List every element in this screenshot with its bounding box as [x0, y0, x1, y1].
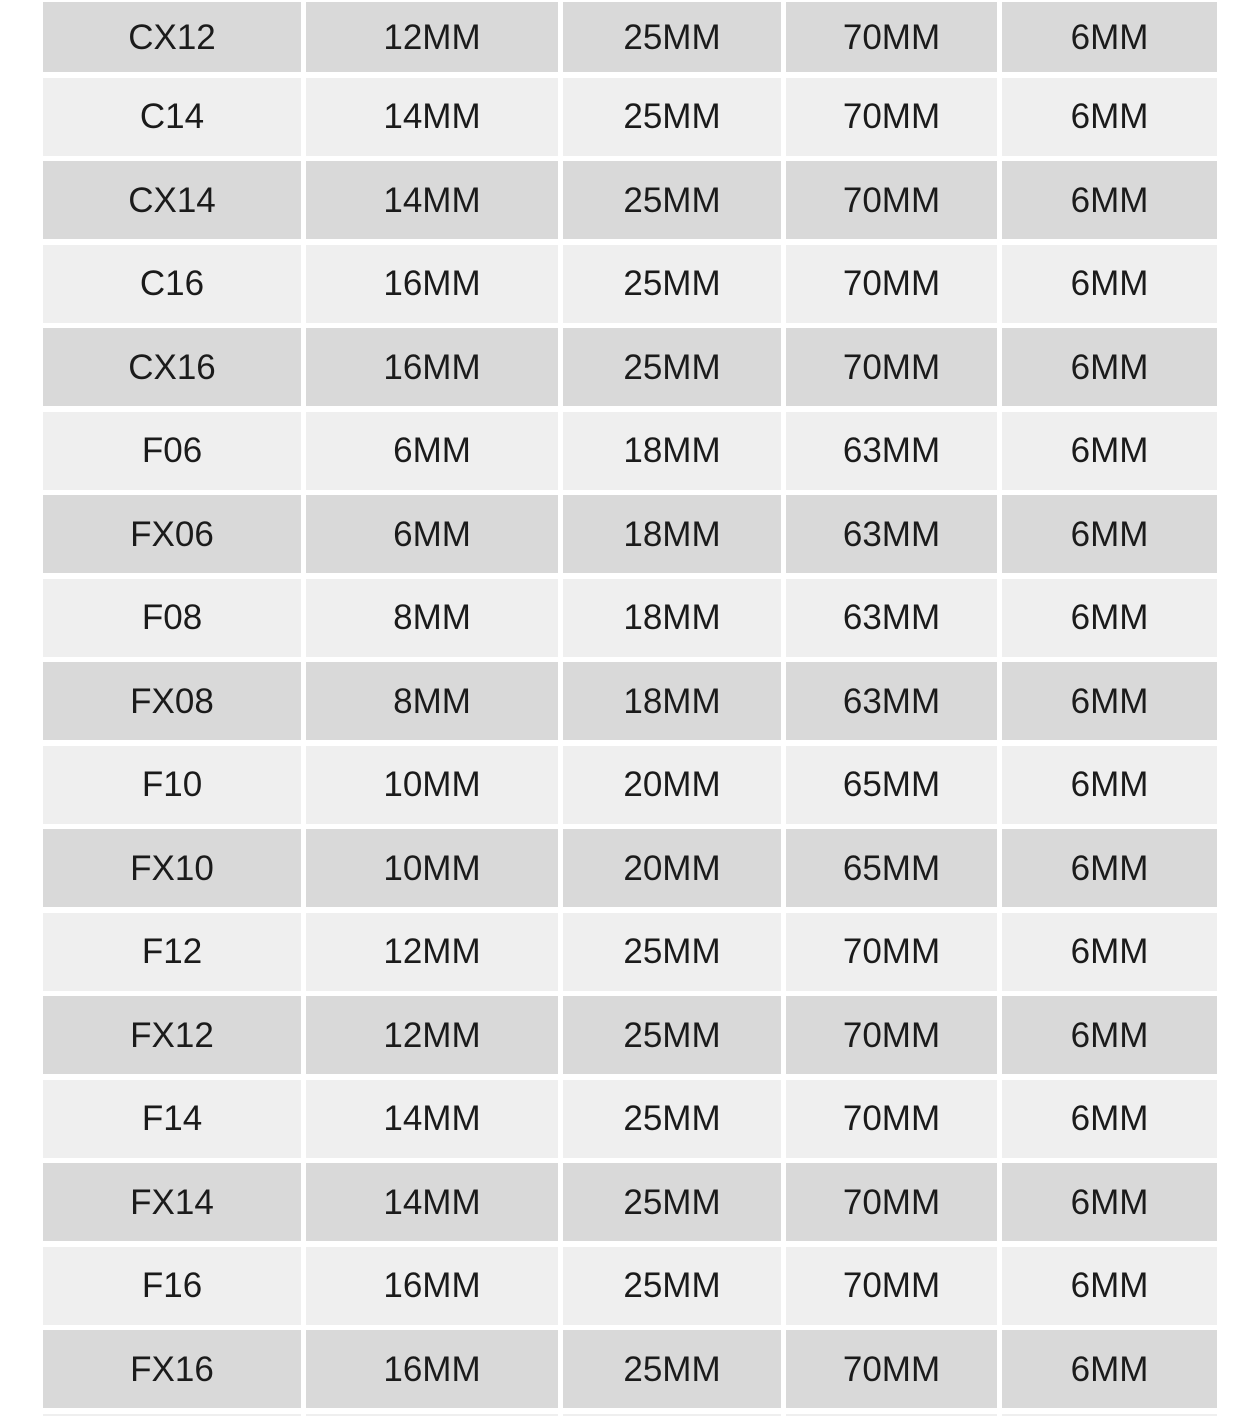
model-cell: F10 — [43, 746, 301, 824]
dimension-cell: 25MM — [563, 245, 781, 323]
model-cell: F14 — [43, 1080, 301, 1158]
dimension-cell: 70MM — [786, 161, 997, 239]
dimension-cell: 25MM — [563, 328, 781, 406]
dimension-cell: 12MM — [306, 2, 558, 72]
dimension-cell: 63MM — [786, 662, 997, 740]
dimension-cell: 70MM — [786, 2, 997, 72]
dimension-cell: 25MM — [563, 996, 781, 1074]
model-cell: C16 — [43, 245, 301, 323]
dimension-cell: 70MM — [786, 913, 997, 991]
model-cell: FX06 — [43, 495, 301, 573]
dimension-cell: 25MM — [563, 1247, 781, 1325]
model-cell: FX08 — [43, 662, 301, 740]
dimension-cell: 25MM — [563, 1163, 781, 1241]
model-cell: CX14 — [43, 161, 301, 239]
dimension-cell: 14MM — [306, 1163, 558, 1241]
dimension-cell: 6MM — [1002, 1163, 1217, 1241]
dimension-cell: 16MM — [306, 245, 558, 323]
dimension-cell: 12MM — [306, 996, 558, 1074]
dimension-cell: 70MM — [786, 78, 997, 156]
dimension-cell: 70MM — [786, 1330, 997, 1408]
dimension-cell: 14MM — [306, 161, 558, 239]
dimension-cell: 14MM — [306, 1080, 558, 1158]
model-cell: FX12 — [43, 996, 301, 1074]
dimension-cell: 63MM — [786, 579, 997, 657]
dimension-cell: 6MM — [1002, 2, 1217, 72]
dimension-cell: 20MM — [563, 746, 781, 824]
dimension-cell: 12MM — [306, 913, 558, 991]
dimension-cell: 18MM — [563, 579, 781, 657]
dimension-cell: 25MM — [563, 2, 781, 72]
dimension-cell: 16MM — [306, 1247, 558, 1325]
dimension-cell: 65MM — [786, 829, 997, 907]
dimension-cell: 8MM — [306, 662, 558, 740]
model-cell: F08 — [43, 579, 301, 657]
dimension-cell: 25MM — [563, 913, 781, 991]
model-cell: FX14 — [43, 1163, 301, 1241]
dimension-cell: 63MM — [786, 412, 997, 490]
dimension-cell: 70MM — [786, 1163, 997, 1241]
dimension-cell: 6MM — [1002, 746, 1217, 824]
dimension-cell: 70MM — [786, 1247, 997, 1325]
dimension-cell: 70MM — [786, 1080, 997, 1158]
dimension-cell: 25MM — [563, 1330, 781, 1408]
dimension-cell: 18MM — [563, 495, 781, 573]
model-cell: C14 — [43, 78, 301, 156]
dimension-cell: 6MM — [1002, 829, 1217, 907]
dimension-cell: 6MM — [306, 412, 558, 490]
dimension-cell: 6MM — [1002, 579, 1217, 657]
dimension-cell: 6MM — [1002, 78, 1217, 156]
dimension-cell: 70MM — [786, 328, 997, 406]
dimension-cell: 14MM — [306, 78, 558, 156]
dimension-cell: 6MM — [1002, 1080, 1217, 1158]
dimension-cell: 6MM — [1002, 1247, 1217, 1325]
dimension-cell: 6MM — [1002, 245, 1217, 323]
model-cell: CX16 — [43, 328, 301, 406]
dimension-cell: 6MM — [306, 495, 558, 573]
dimension-cell: 6MM — [1002, 996, 1217, 1074]
model-cell: CX12 — [43, 2, 301, 72]
dimension-cell: 25MM — [563, 161, 781, 239]
dimension-cell: 20MM — [563, 829, 781, 907]
dimension-cell: 10MM — [306, 746, 558, 824]
dimension-cell: 63MM — [786, 495, 997, 573]
dimension-cell: 10MM — [306, 829, 558, 907]
dimension-cell: 70MM — [786, 245, 997, 323]
dimension-cell: 6MM — [1002, 1330, 1217, 1408]
model-cell: F06 — [43, 412, 301, 490]
dimension-cell: 25MM — [563, 78, 781, 156]
dimension-cell: 6MM — [1002, 328, 1217, 406]
dimension-cell: 6MM — [1002, 412, 1217, 490]
spec-table — [43, 2, 1217, 1416]
dimension-cell: 65MM — [786, 746, 997, 824]
dimension-cell: 18MM — [563, 412, 781, 490]
dimension-cell: 6MM — [1002, 913, 1217, 991]
dimension-cell: 16MM — [306, 1330, 558, 1408]
dimension-cell: 6MM — [1002, 662, 1217, 740]
model-cell: F12 — [43, 913, 301, 991]
model-cell: FX10 — [43, 829, 301, 907]
dimension-cell: 16MM — [306, 328, 558, 406]
dimension-cell: 18MM — [563, 662, 781, 740]
dimension-cell: 25MM — [563, 1080, 781, 1158]
dimension-cell: 6MM — [1002, 161, 1217, 239]
dimension-cell: 6MM — [1002, 495, 1217, 573]
dimension-cell: 8MM — [306, 579, 558, 657]
model-cell: FX16 — [43, 1330, 301, 1408]
model-cell: F16 — [43, 1247, 301, 1325]
dimension-cell: 70MM — [786, 996, 997, 1074]
